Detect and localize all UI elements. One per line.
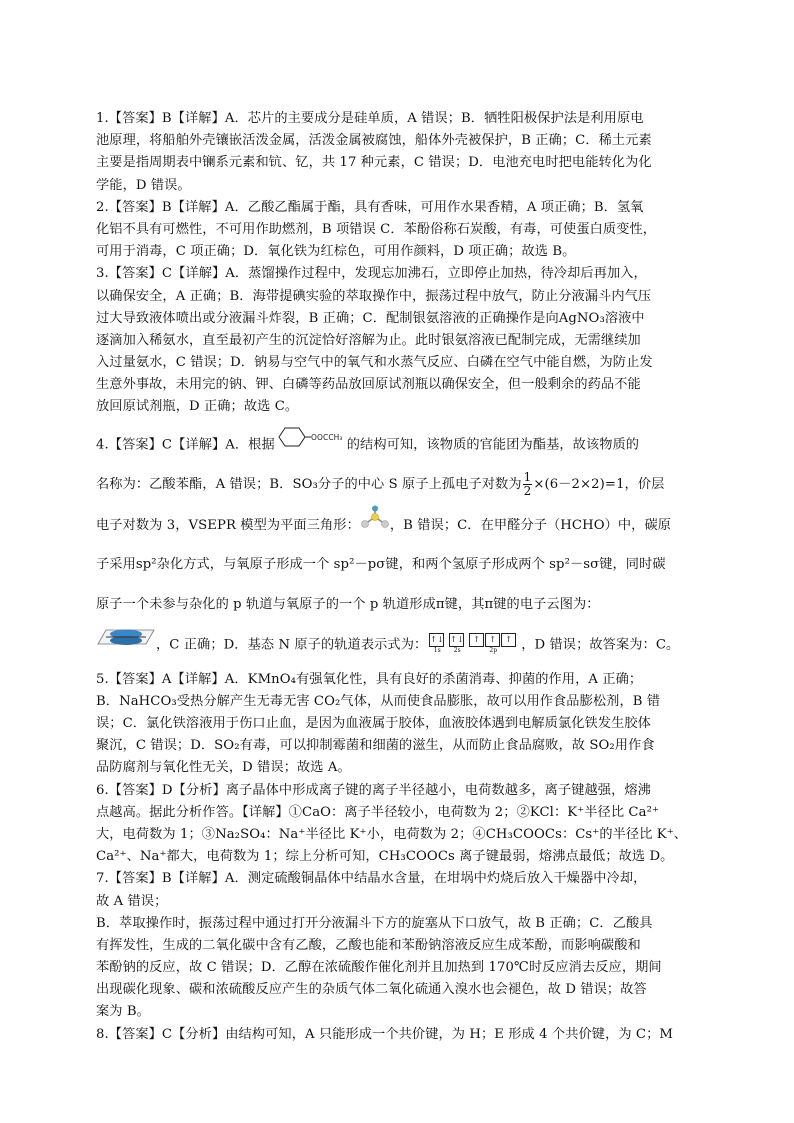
q5-line-5: 品防腐剂与氧化性无关，D 错误；故选 A。 bbox=[96, 760, 351, 776]
orbital-2s: ↑↓ 2s bbox=[450, 635, 464, 655]
q2-line-3: 可用于消毒，C 项正确；D．氧化铁为红棕色，可用作颜料，D 项正确；故选 B。 bbox=[96, 244, 576, 260]
q3-line-2: 以确保安全，A 正确；B．海带提碘实验的萃取操作中，振荡过程中放气，防止分液漏斗内气压 bbox=[96, 288, 652, 304]
q1-line-2: 池原理，将船舶外壳镶嵌活泼金属，活泼金属被腐蚀，船体外壳被保护，B 正确；C．稀土元素 bbox=[96, 133, 652, 149]
q5-line-2: B．NaHCO₃受热分解产生无毒无害 CO₂气体，从而使食品膨胀，故可以用作食品膨松剂，B 错 bbox=[96, 693, 661, 709]
q7-line-7: 案为 B。 bbox=[96, 1004, 150, 1020]
q3-line-7: 放回原试剂瓶，D 正确；故选 C。 bbox=[96, 399, 299, 415]
vsepr-trigonal-planar-icon bbox=[360, 505, 390, 546]
q4-line-5: 原子一个未参与杂化的 p 轨道与氧原子的一个 p 轨道形成π键，其π键的电子云图为： bbox=[96, 596, 600, 612]
phenyl-acetate-structure-icon bbox=[275, 425, 347, 465]
q5-line-4: 聚沉，C 错误；D．SO₂有毒，可以抑制霉菌和细菌的滋生，从而防止食品腐败，故 SO₂用作食 bbox=[96, 738, 655, 754]
q7-line-4: 有挥发性，生成的二氧化碳中含有乙酸，乙酸也能和苯酚钠溶液反应生成苯酚，而影响碳酸和 bbox=[96, 937, 641, 953]
q1-line-1: 1.【答案】B【详解】A．芯片的主要成分是硅单质，A 错误；B．牺牲阳极保护法是利用原电 bbox=[96, 111, 644, 126]
q5-line-1: 5.【答案】A【详解】A．KMnO₄有强氧化性，具有良好的杀菌消毒、抑菌的作用，A 正确； bbox=[96, 671, 643, 687]
q3-line-5: 入过量氨水，C 错误；D．钠易与空气中的氧气和水蒸气反应、白磷在空气中能自燃，为防止发 bbox=[96, 355, 653, 371]
q7-line-5: 苯酚钠的反应，故 C 错误；D．乙醇在浓硫酸作催化剂并且加热到 170℃时反应消去反应，期间 bbox=[96, 960, 662, 976]
q4-line-4: 子采用sp²杂化方式，与氧原子形成一个 sp²－pσ键，和两个氢原子形成两个 sp²－sσ键，同时碳 bbox=[96, 556, 666, 572]
fraction: $\frac{1}{2}$ bbox=[523, 469, 532, 498]
q3-line-3: 过大导致液体喷出或分液漏斗炸裂，B 正确；C．配制银氨溶液的正确操作是向AgNO₃溶液中 bbox=[96, 310, 645, 326]
q1-line-4: 学能，D 错误。 bbox=[96, 177, 191, 193]
q6-line-3: 大，电荷数为 1；③Na₂SO₄：Na⁺半径比 K⁺小，电荷数为 2；④CH₃COOCs：Cs⁺的半径比 K⁺、 bbox=[96, 826, 688, 842]
q4-line-6: ，C 正确；D．基态 N 原子的轨道表示式为： ↑↓ 1s ↑↓ 2s ↑ ↑ ↑ 2p ，D 错误；故答案为：C。 bbox=[96, 625, 698, 665]
q6-line-4: Ca²⁺、Na⁺都大，电荷数为 1；综上分析可知，CH₃COOCs 离子键最弱，熔沸点最低；故选 D。 bbox=[96, 849, 674, 865]
q7-line-3: B．萃取操作时，振荡过程中通过打开分液漏斗下方的旋塞从下口放气，故 B 正确；C．乙酸具 bbox=[96, 915, 653, 931]
q3-line-1: 3.【答案】C【详解】A．蒸馏操作过程中，发现忘加沸石，立即停止加热，待冷却后再加入， bbox=[96, 266, 647, 282]
orbital-1s: ↑↓ 1s bbox=[430, 635, 444, 655]
q7-line-6: 出现碳化现象、碳和浓硫酸反应产生的杂质气体二氧化硫通入溴水也会褪色，故 D 错误；故答 bbox=[96, 982, 647, 998]
nitrogen-orbital-diagram bbox=[429, 625, 521, 665]
q4-line-1: 4.【答案】C【详解】A．根据 OOCCH₃ 的结构可知，该物质的官能团为酯基，故该物质的 bbox=[96, 425, 698, 465]
q5-line-3: 误；C．氯化铁溶液用于伤口止血，是因为血液属于胶体，血液胶体遇到电解质氯化铁发生胶体 bbox=[96, 716, 651, 731]
q4-line-2: 名称为：乙酸苯酯，A 错误；B．SO₃分子的中心 S 原子上孤电子对数为 $\frac{1}{2}$ ×(6－2×2)=1，价层 bbox=[96, 469, 665, 498]
pi-bond-electron-cloud-icon bbox=[96, 625, 156, 665]
q2-line-1: 2.【答案】B【详解】A．乙酸乙酯属于酯，具有香味，可用作水果香精，A 项正确；B．氢氧 bbox=[96, 199, 644, 215]
q6-line-2: 点越高。据此分析作答。【详解】①CaO：离子半径较小，电荷数为 2；②KCl：K⁺半径比 Ca²⁺ bbox=[96, 804, 660, 820]
orbital-2p: ↑ ↑ ↑ 2p bbox=[469, 633, 517, 655]
q8-line-1: 8.【答案】C【分析】由结构可知，A 只能形成一个共价键，为 H；E 形成 4 个共价键，为 C；M bbox=[96, 1026, 674, 1042]
q4-line-3: 电子对数为 3，VSEPR 模型为平面三角形： ，B 错误；C．在甲醛分子（HCHO）中，碳原 bbox=[96, 505, 698, 545]
q7-line-1: 7.【答案】B【详解】A．测定硫酸铜晶体中结晶水含量，在坩埚中灼烧后放入干燥器中冷却， bbox=[96, 871, 647, 887]
answer-content bbox=[96, 108, 698, 1046]
q3-line-4: 逐滴加入稀氨水，直至最初产生的沉淀恰好溶解为止。此时银氨溶液已配制完成，无需继续加 bbox=[96, 332, 641, 348]
q1-line-3: 主要是指周期表中镧系元素和钪、钇，共 17 种元素，C 错误；D．电池充电时把电能转化为化 bbox=[96, 155, 652, 171]
q2-line-2: 化铝不具有可燃性，不可用作助燃剂，B 项错误 C．苯酚俗称石炭酸，有毒，可使蛋白质变性， bbox=[96, 221, 657, 237]
q7-line-2: 故 A 错误； bbox=[96, 893, 168, 909]
substituent-label: OOCCH₃ bbox=[310, 432, 343, 442]
q3-line-6: 生意外事故，未用完的钠、钾、白磷等药品放回原试剂瓶以确保安全，但一般剩余的药品不能 bbox=[96, 377, 641, 393]
q6-line-1: 6.【答案】D【分析】离子晶体中形成离子键的离子半径越小，电荷数越多，离子键越强，熔沸 bbox=[96, 782, 651, 798]
